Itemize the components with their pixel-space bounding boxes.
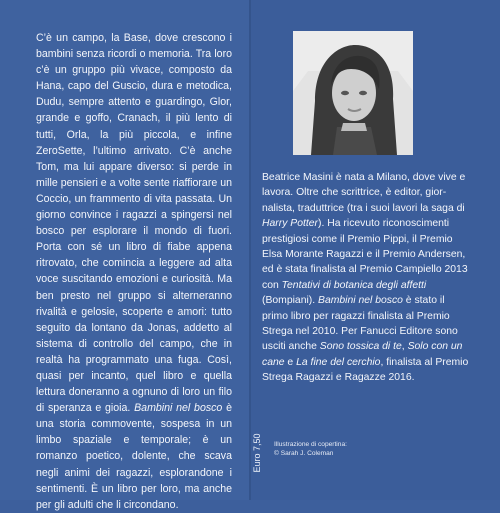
bio-text: (Bompiani).	[262, 295, 319, 307]
credit-label: Illustrazione di copertina:	[274, 441, 347, 448]
author-bio	[262, 170, 472, 386]
bio-text: ,	[401, 341, 408, 353]
cover-illustration-credit	[274, 440, 347, 458]
bio-text: ). Ha ricevuto riconoscimenti prestigiosi come il Premio Pippi, il Premio Elsa Morante Ragazzi e il Premio Andersen, ed è stata finalista al Premio Campiello 2013 con	[262, 218, 468, 291]
bio-title: La fine del cerchio	[296, 356, 381, 368]
fold-line	[249, 0, 251, 500]
book-synopsis	[36, 30, 232, 513]
book-title-emphasis: Bambini nel bosco	[134, 402, 223, 415]
synopsis-text: C’è un campo, la Base, dove crescono i bambini senza ricordi o memoria. Tra loro c’è un gruppo più vivace, composto da Hana, capo del Guscio, dura e metodica, Dudu, sempre attento e guardingo, Glor, grande e goffo, Cranach, il più lento di tutti, Orla, la più piccola, e infine ZeroSette, l’ultimo arrivato. C’è anche Tom, ma lui appare diverso: si perde in mille pensieri e a volte sente riaffiorare un Coccio, un frammento di vita passata. Un giorno convince i ragazzi a spingersi nel bosco per esplorare il mondo di fuori. Porta con sé un libro di fiabe appena ritrovato, che comincia a leggere ad alta voce suscitando emozioni e curiosità. Ma ben presto nel gruppo si alterneranno rivalità e gelosie, scoperte e amori: tutto seguito da lontano da Jonas, addetto al sistema di controllo del campo, che in realtà ha programmato una fuga. Così, quasi per incanto, quel libro e quella lettura doneranno a ognuno di loro un filo di speranza e gioia.	[36, 32, 232, 415]
bio-title: Solo con un cane	[262, 341, 463, 368]
price-label: Euro 7,50	[252, 433, 262, 473]
credit-name: © Sarah J. Coleman	[274, 450, 334, 457]
synopsis-text: è una storia commovente, sospesa in un limbo spaziale e temporale; è un romanzo poetico, dolente, che scava negli animi dei ragazzi, esplorandone i sentimenti. È un libro per loro, ma anche per gli adulti che li circondano.	[36, 402, 232, 511]
bio-text: e	[284, 356, 297, 368]
bio-title: Sono tossica di te	[319, 341, 402, 353]
author-portrait-icon	[293, 31, 413, 155]
bio-title: Bambini nel bosco	[318, 295, 403, 307]
bio-title: Tentativi di botanica degli affetti	[281, 279, 427, 291]
synopsis-paragraph	[36, 30, 232, 513]
bio-text: Beatrice Masini è nata a Milano, dove vive e lavora. Oltre che scrittrice, è editor, giornalista, traduttrice (tra i suoi lavori la saga di	[262, 172, 466, 214]
author-photo	[293, 31, 413, 155]
bio-title: Harry Potter	[262, 218, 319, 230]
bio-text: è stato il primo libro per ragazzi finalista al Premio Strega nel 2010. Per Fanucci Editore sono usciti anche	[262, 295, 458, 353]
bio-text: , finalista al Premio Strega Ragazzi e Ragazze 2016.	[262, 356, 469, 384]
bio-paragraph	[262, 170, 472, 386]
